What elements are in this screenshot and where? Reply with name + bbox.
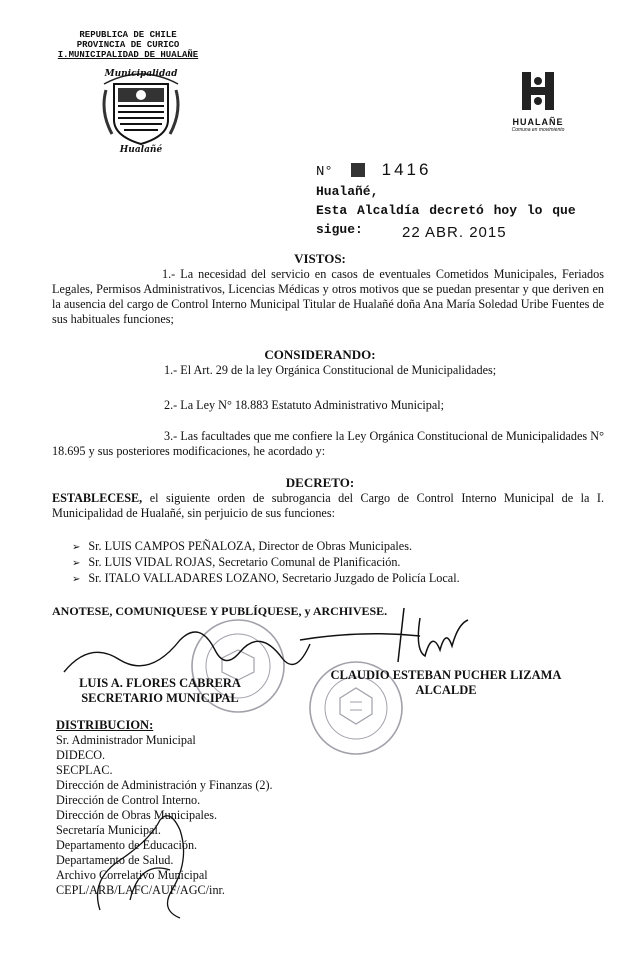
mayor-signature: [300, 608, 468, 662]
letterhead-country: REPUBLICA DE CHILE: [79, 30, 177, 40]
decree-number: 1416: [381, 160, 432, 179]
logo-wordmark: HUALAÑE: [512, 117, 564, 127]
list-item: SECPLAC.: [56, 763, 113, 777]
decreto-text: el siguiente orden de subrogancia del Cargo de Control Interno Municipal de la I. Municipalidad de Hualañé, sin perjuicio de sus funciones:: [52, 491, 604, 520]
list-item-text: Sr. LUIS VIDAL ROJAS, Secretario Comunal de Planificación.: [88, 555, 401, 569]
arrow-bullet-icon: ➢: [72, 542, 81, 553]
letterhead-province: PROVINCIA DE CURICO: [76, 40, 180, 50]
distribution-heading: DISTRIBUCION:: [56, 718, 154, 732]
subrogance-list: [72, 539, 592, 587]
arrow-bullet-icon: ➢: [72, 574, 81, 585]
list-item: Dirección de Administración y Finanzas (2).: [56, 778, 273, 792]
decree-number-line: [316, 160, 431, 180]
list-item: [72, 555, 592, 571]
mayor-name: CLAUDIO ESTEBAN PUCHER LIZAMA: [330, 668, 562, 682]
considerando-heading: CONSIDERANDO:: [264, 347, 376, 362]
secretary-signature: [64, 632, 310, 672]
decreto-lead: ESTABLECESE,: [52, 491, 143, 505]
secretary-signature-block: [60, 676, 260, 706]
vistos-heading: VISTOS:: [294, 251, 346, 266]
mayor-signature-block: [316, 668, 576, 698]
list-item-text: Sr. ITALO VALLADARES LOZANO, Secretario Juzgado de Policía Local.: [88, 571, 460, 585]
secretary-name: LUIS A. FLORES CABRERA: [79, 676, 241, 690]
h-logo-icon: [518, 70, 558, 112]
list-item-text: Sr. LUIS CAMPOS PEÑALOZA, Director de Obras Municipales.: [88, 539, 413, 553]
list-item: Secretaría Municipal.: [56, 823, 161, 837]
closing-formula: ANOTESE, COMUNIQUESE Y PUBLÍQUESE, y ARCHIVESE.: [52, 604, 388, 618]
decreto-body: [52, 491, 604, 521]
list-item: CEPL/ARB/LAFC/AUF/AGC/inr.: [56, 883, 225, 897]
list-item: DIDECO.: [56, 748, 106, 762]
considerando-paragraph-2: 2.- La Ley N° 18.883 Estatuto Administrativo Municipal;: [164, 398, 445, 412]
list-item: Departamento de Salud.: [56, 853, 174, 867]
secretary-title: SECRETARIO MUNICIPAL: [81, 691, 239, 705]
decree-place: Hualañé,: [316, 184, 379, 199]
considerando-paragraph-3: 3.- Las facultades que me confiere la Ley Orgánica Constitucional de Municipalidades N° 18.695 y sus posteriores modificaciones, he acordado y:: [52, 429, 604, 458]
number-redaction: [351, 163, 365, 177]
decree-date-stamp: 22 ABR. 2015: [402, 224, 507, 241]
letterhead-municipality: I.MUNICIPALIDAD DE HUALAÑE: [57, 50, 199, 60]
list-item: Departamento de Educación.: [56, 838, 198, 852]
decreto-heading: DECRETO:: [285, 475, 355, 490]
decree-intro-line1: Esta Alcaldía decretó hoy lo que: [316, 203, 576, 218]
mayor-title: ALCALDE: [415, 683, 477, 697]
hualane-brand-logo: [508, 70, 568, 140]
list-item: [72, 539, 592, 555]
decree-intro-line2: sigue:: [316, 222, 363, 237]
initials-scribble: [60, 800, 260, 920]
logo-tagline: Comuna en movimiento: [511, 127, 565, 133]
list-item: Archivo Correlativo Municipal: [56, 868, 208, 882]
municipal-crest-logo: [96, 62, 186, 154]
list-item: Dirección de Obras Municipales.: [56, 808, 218, 822]
considerando-paragraph-1: 1.- El Art. 29 de la ley Orgánica Constitucional de Municipalidades;: [164, 363, 497, 377]
vistos-paragraph-1: 1.- La necesidad del servicio en casos de eventuales Cometidos Municipales, Feriados Legales, Permisos Administrativos, Licencias Médicas y otros motivos que se puedan presentar y que deriven en la ausencia del cargo de Control Interno Municipal Titular de Hualañé doña Ana María Soledad Uribe Fuentes de sus habituales funciones;: [52, 267, 604, 326]
decree-number-prefix: N°: [316, 164, 333, 180]
svg-text:Hualañé: Hualañé: [119, 145, 163, 154]
list-item: Sr. Administrador Municipal: [56, 733, 196, 747]
arrow-bullet-icon: ➢: [72, 558, 81, 569]
list-item: [72, 571, 592, 587]
letterhead: [48, 30, 208, 60]
svg-text:Municipalidad: Municipalidad: [104, 69, 178, 79]
list-item: Dirección de Control Interno.: [56, 793, 201, 807]
